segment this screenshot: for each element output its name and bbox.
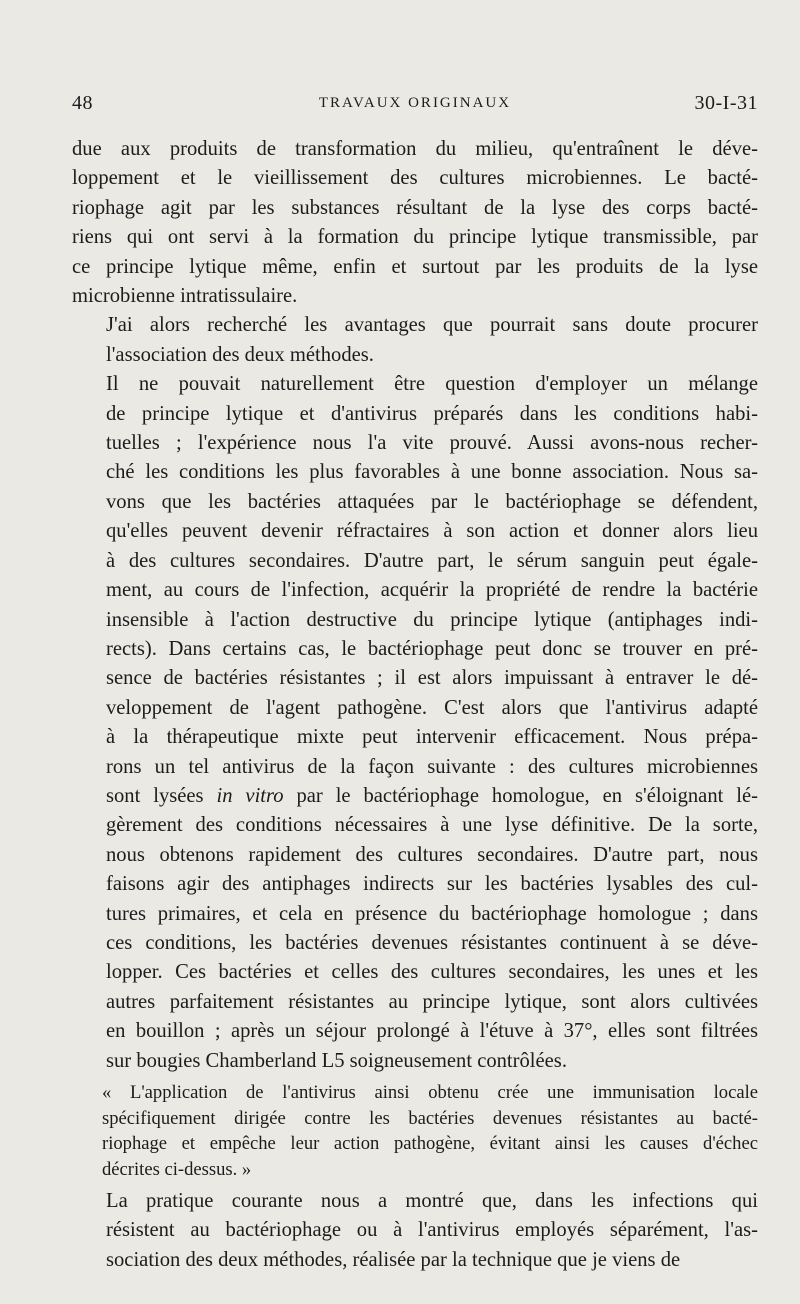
text-line: insensible à l'action destructive du principe lytique (antiphages indi- [106, 608, 758, 631]
text-line: Il ne pouvait naturellement être question d'employer un mélange [106, 373, 758, 396]
paragraph [72, 1187, 758, 1275]
text-line: loppement et le vieillissement des cultures microbiennes. Le bacté- [72, 167, 758, 190]
text-line: riophage agit par les substances résultant de la lyse des corps bacté- [72, 196, 758, 219]
text-line: faisons agir des antiphages indirects sur les bactéries lysables des cul- [106, 873, 758, 896]
text-line: spécifiquement dirigée contre les bactéries devenues résistantes au bacté- [102, 1107, 758, 1129]
text-line: ces conditions, les bactéries devenues résistantes continuent à se déve- [106, 931, 758, 954]
text-line: sont lysées in vitro par le bactériophage homologue, en s'éloignant lé- [106, 784, 758, 807]
text-line: résistent au bactériophage ou à l'antivirus employés séparément, l'as- [106, 1219, 758, 1242]
text-line: lopper. Ces bactéries et celles des cultures secondaires, les unes et les [106, 961, 758, 984]
page-number: 48 [72, 92, 93, 114]
text-line: due aux produits de transformation du milieu, qu'entraînent le déve- [72, 138, 758, 160]
text-line: J'ai alors recherché les avantages que pourrait sans doute procurer [106, 314, 758, 337]
header-date: 30-I-31 [694, 92, 758, 114]
paragraph [72, 370, 758, 1076]
text-line: tuelles ; l'expérience nous l'a vite prouvé. Aussi avons-nous recher- [106, 432, 758, 455]
text-line: La pratique courante nous a montré que, dans les infections qui [106, 1190, 758, 1212]
text-line: sociation des deux méthodes, réalisée par la technique que je viens de [106, 1248, 681, 1271]
text-line: ce principe lytique même, enfin et surtout par les produits de la lyse [72, 255, 758, 278]
text-line: décrites ci-dessus. » [102, 1158, 252, 1180]
text-line: riophage et empêche leur action pathogène, évitant ainsi les causes d'échec [102, 1133, 758, 1154]
text-line: riens qui ont servi à la formation du principe lytique transmissible, par [72, 226, 758, 249]
text-line: ché les conditions les plus favorables à une bonne association. Nous sa- [106, 461, 758, 484]
paragraph [72, 135, 758, 311]
text-line: à des cultures secondaires. D'autre part, le sérum sanguin peut égale- [106, 549, 758, 572]
text-line: vons que les bactéries attaquées par le bactériophage se défendent, [106, 490, 758, 513]
text-line: nous obtenons rapidement des cultures secondaires. D'autre part, nous [106, 843, 758, 866]
text-line: en bouillon ; après un séjour prolongé à l'étuve à 37°, elles sont filtrées [106, 1020, 758, 1043]
text-line: « L'application de l'antivirus ainsi obtenu crée une immunisation locale [102, 1082, 758, 1103]
quoted-paragraph [72, 1080, 758, 1182]
text-line: qu'elles peuvent devenir réfractaires à son action et donner alors lieu [106, 520, 758, 543]
text-line: gèrement des conditions nécessaires à une lyse définitive. De la sorte, [106, 814, 758, 837]
body-text [72, 135, 758, 1275]
text-line: à la thérapeutique mixte peut intervenir efficacement. Nous prépa- [106, 726, 758, 749]
text-line: de principe lytique et d'antivirus préparés dans les conditions habi- [106, 402, 758, 425]
text-line: ment, au cours de l'infection, acquérir la propriété de rendre la bactérie [106, 579, 758, 602]
paragraph [72, 311, 758, 370]
text-line: sur bougies Chamberland L5 soigneusement contrôlées. [106, 1049, 567, 1072]
text-line: tures primaires, et cela en présence du bactériophage homologue ; dans [106, 902, 758, 925]
page-header [72, 92, 758, 122]
text-line: l'association des deux méthodes. [106, 343, 374, 366]
text-line: veloppement de l'agent pathogène. C'est alors que l'antivirus adapté [106, 696, 758, 719]
text-line: sence de bactéries résistantes ; il est alors impuissant à entraver le dé- [106, 667, 758, 690]
text-line: autres parfaitement résistantes au principe lytique, sont alors cultivées [106, 990, 758, 1013]
text-line: microbienne intratissulaire. [72, 285, 298, 308]
text-line: rons un tel antivirus de la façon suivante : des cultures microbiennes [106, 755, 758, 778]
running-title: TRAVAUX ORIGINAUX [318, 95, 512, 111]
text-line: rects). Dans certains cas, le bactériophage peut donc se trouver en pré- [106, 637, 758, 660]
